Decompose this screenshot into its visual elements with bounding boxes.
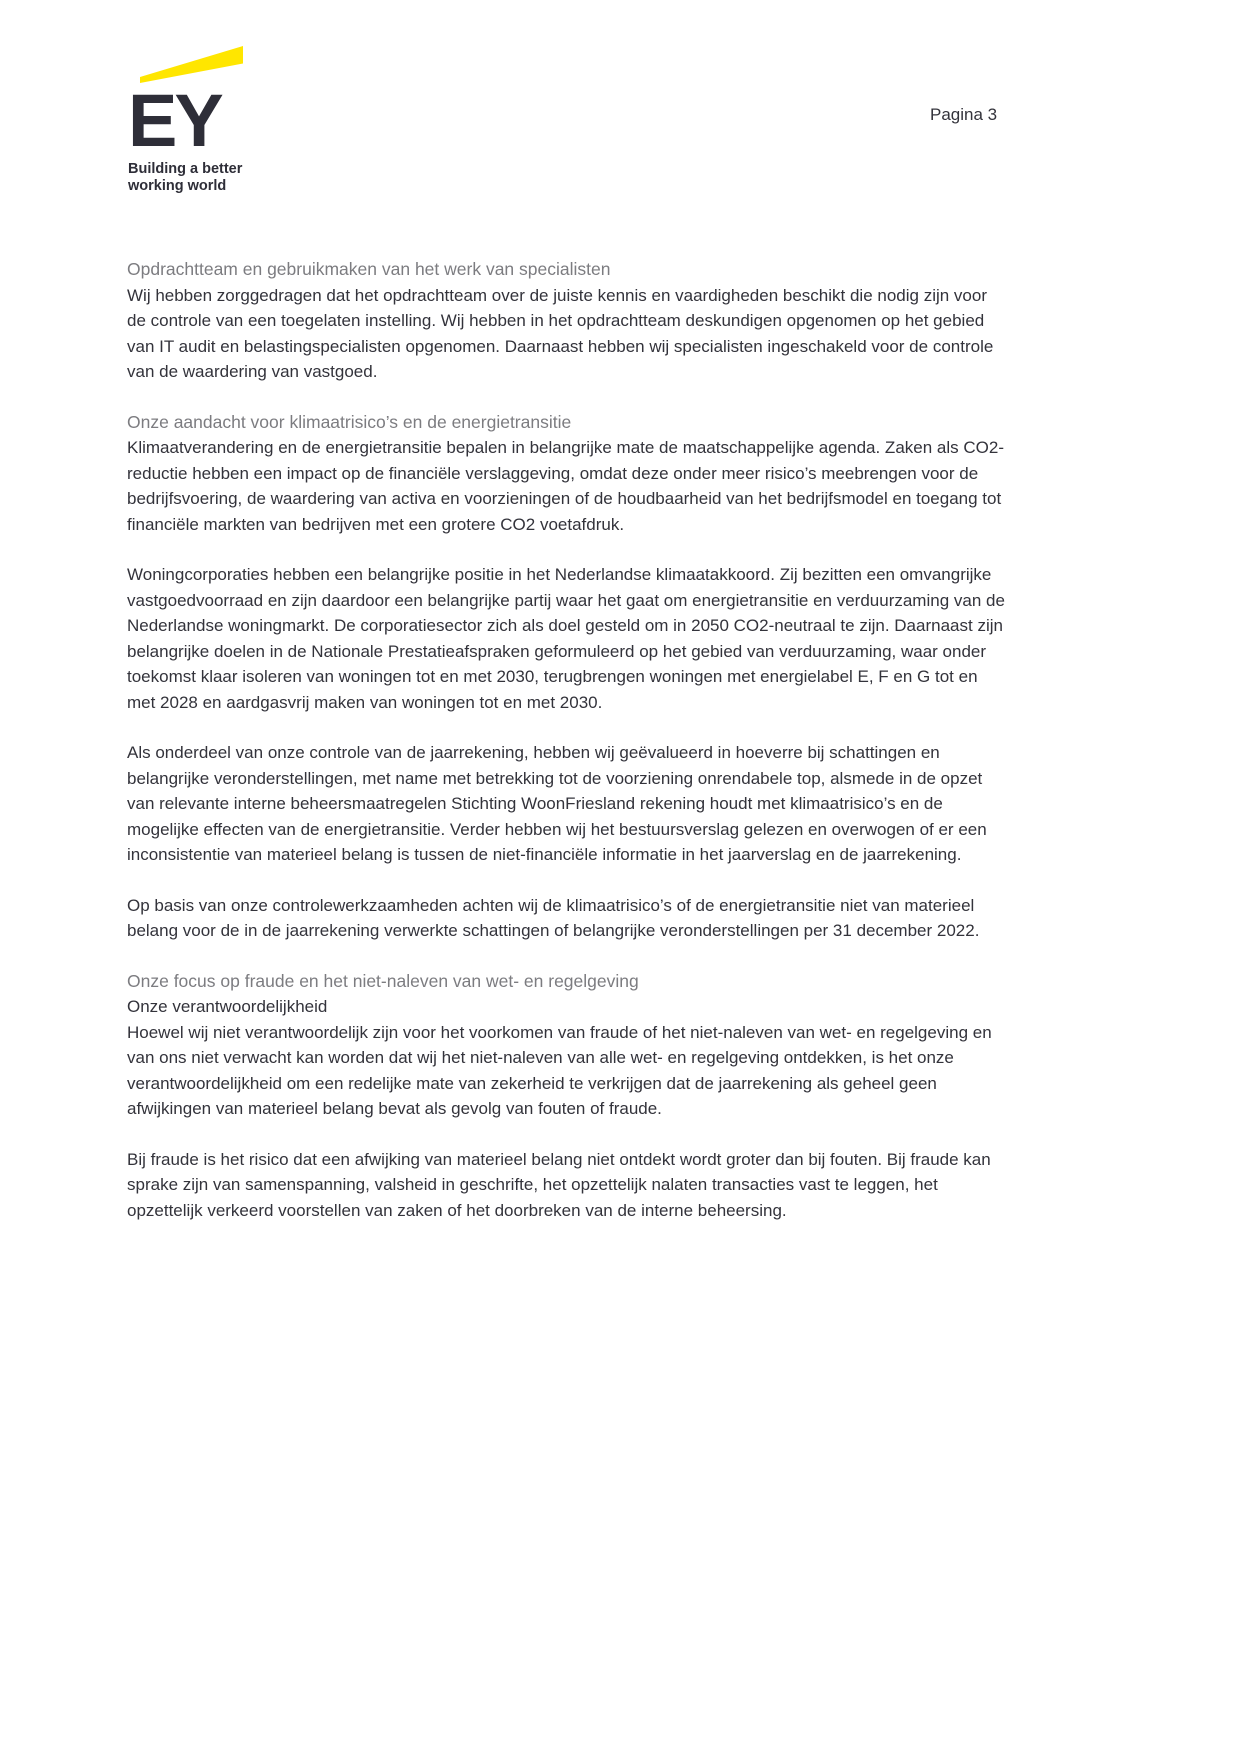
section-fraude	[127, 969, 1005, 1224]
section-heading-fraude: Onze focus op fraude en het niet-naleven van wet- en regelgeving	[127, 970, 639, 991]
ey-logo	[128, 46, 388, 194]
document-content	[127, 257, 1005, 1248]
paragraph: Als onderdeel van onze controle van de jaarrekening, hebben wij geëvalueerd in hoeverre bij schattingen en belangrijke veronderstellingen, met name met betrekking tot de voorziening onrendabele top, alsmede in de opzet van relevante interne beheersmaatregelen Stichting WoonFriesland rekening houdt met klimaatrisico’s en de mogelijke effecten van de energietransitie. Verder hebben wij het bestuursverslag gelezen en overwogen of er een inconsistentie van materieel belang is tussen de niet-financiële informatie in het jaarverslag en de jaarrekening.	[127, 743, 987, 864]
paragraph: Klimaatverandering en de energietransitie bepalen in belangrijke mate de maatschappelijke agenda. Zaken als CO2-reductie hebben een impact op de financiële verslaggeving, omdat deze onder meer risico’s meebrengen voor de bedrijfsvoering, de waardering van activa en voorzieningen of de houdbaarheid van het bedrijfsmodel en toegang tot financiële markten van bedrijven met een grotere CO2 voetafdruk.	[127, 438, 1004, 534]
section-opdrachtteam	[127, 257, 1005, 385]
ey-tagline-line1: Building a better	[128, 161, 243, 177]
paragraph: Woningcorporaties hebben een belangrijke positie in het Nederlandse klimaatakkoord. Zij bezitten een omvangrijke vastgoedvoorraad en zijn daardoor een belangrijke partij waar het gaat om energietransitie en verduurzaming van de Nederlandse woningmarkt. De corporatiesector zich als doel gesteld om in 2050 CO2-neutraal te zijn. Daarnaast zijn belangrijke doelen in de Nationale Prestatieafspraken geformuleerd op het gebied van verduurzaming, waar onder toekomst klaar isoleren van woningen tot en met 2030, terugbrengen woningen met energielabel E, F en G tot en met 2028 en aardgasvrij maken van woningen tot en met 2030.	[127, 565, 1005, 712]
paragraph: Op basis van onze controlewerkzaamheden achten wij de klimaatrisico’s of de energietransitie niet van materieel belang voor de in de jaarrekening verwerkte schattingen of belangrijke veronderstellingen per 31 december 2022.	[127, 895, 980, 940]
ey-logo-letters: EY	[128, 79, 221, 162]
paragraph: Hoewel wij niet verantwoordelijk zijn voor het voorkomen van fraude of het niet-naleven van wet- en regelgeving en van ons niet verwacht kan worden dat wij het niet-naleven van alle wet- en regelgeving ontdekken, is het onze verantwoordelijkheid om een redelijke mate van zekerheid te verkrijgen dat de jaarrekening als geheel geen afwijkingen van materieel belang bevat als gevolg van fouten of fraude.	[127, 1022, 992, 1118]
paragraph: Wij hebben zorggedragen dat het opdrachtteam over de juiste kennis en vaardigheden beschikt die nodig zijn voor de controle van een toegelaten instelling. Wij hebben in het opdrachtteam deskundigen opgenomen op het gebied van IT audit en belastingspecialisten opgenomen. Daarnaast hebben wij specialisten ingeschakeld voor de controle van de waardering van vastgoed.	[127, 285, 994, 381]
paragraph: Bij fraude is het risico dat een afwijking van materieel belang niet ontdekt wordt groter dan bij fouten. Bij fraude kan sprake zijn van samenspanning, valsheid in geschrifte, het opzettelijk nalaten transacties vast te leggen, het opzettelijk verkeerd voorstellen van zaken of het doorbreken van de interne beheersing.	[127, 1149, 991, 1220]
sub-heading-verantwoordelijkheid: Onze verantwoordelijkheid	[127, 997, 328, 1016]
section-heading-klimaatrisico: Onze aandacht voor klimaatrisico’s en de energietransitie	[127, 411, 572, 432]
section-klimaatrisico	[127, 410, 1005, 944]
page-number: Pagina 3	[930, 105, 998, 124]
ey-tagline-line2: working world	[128, 177, 227, 194]
section-heading-opdrachtteam: Opdrachtteam en gebruikmaken van het werk van specialisten	[127, 259, 611, 279]
ey-tagline	[128, 161, 388, 194]
